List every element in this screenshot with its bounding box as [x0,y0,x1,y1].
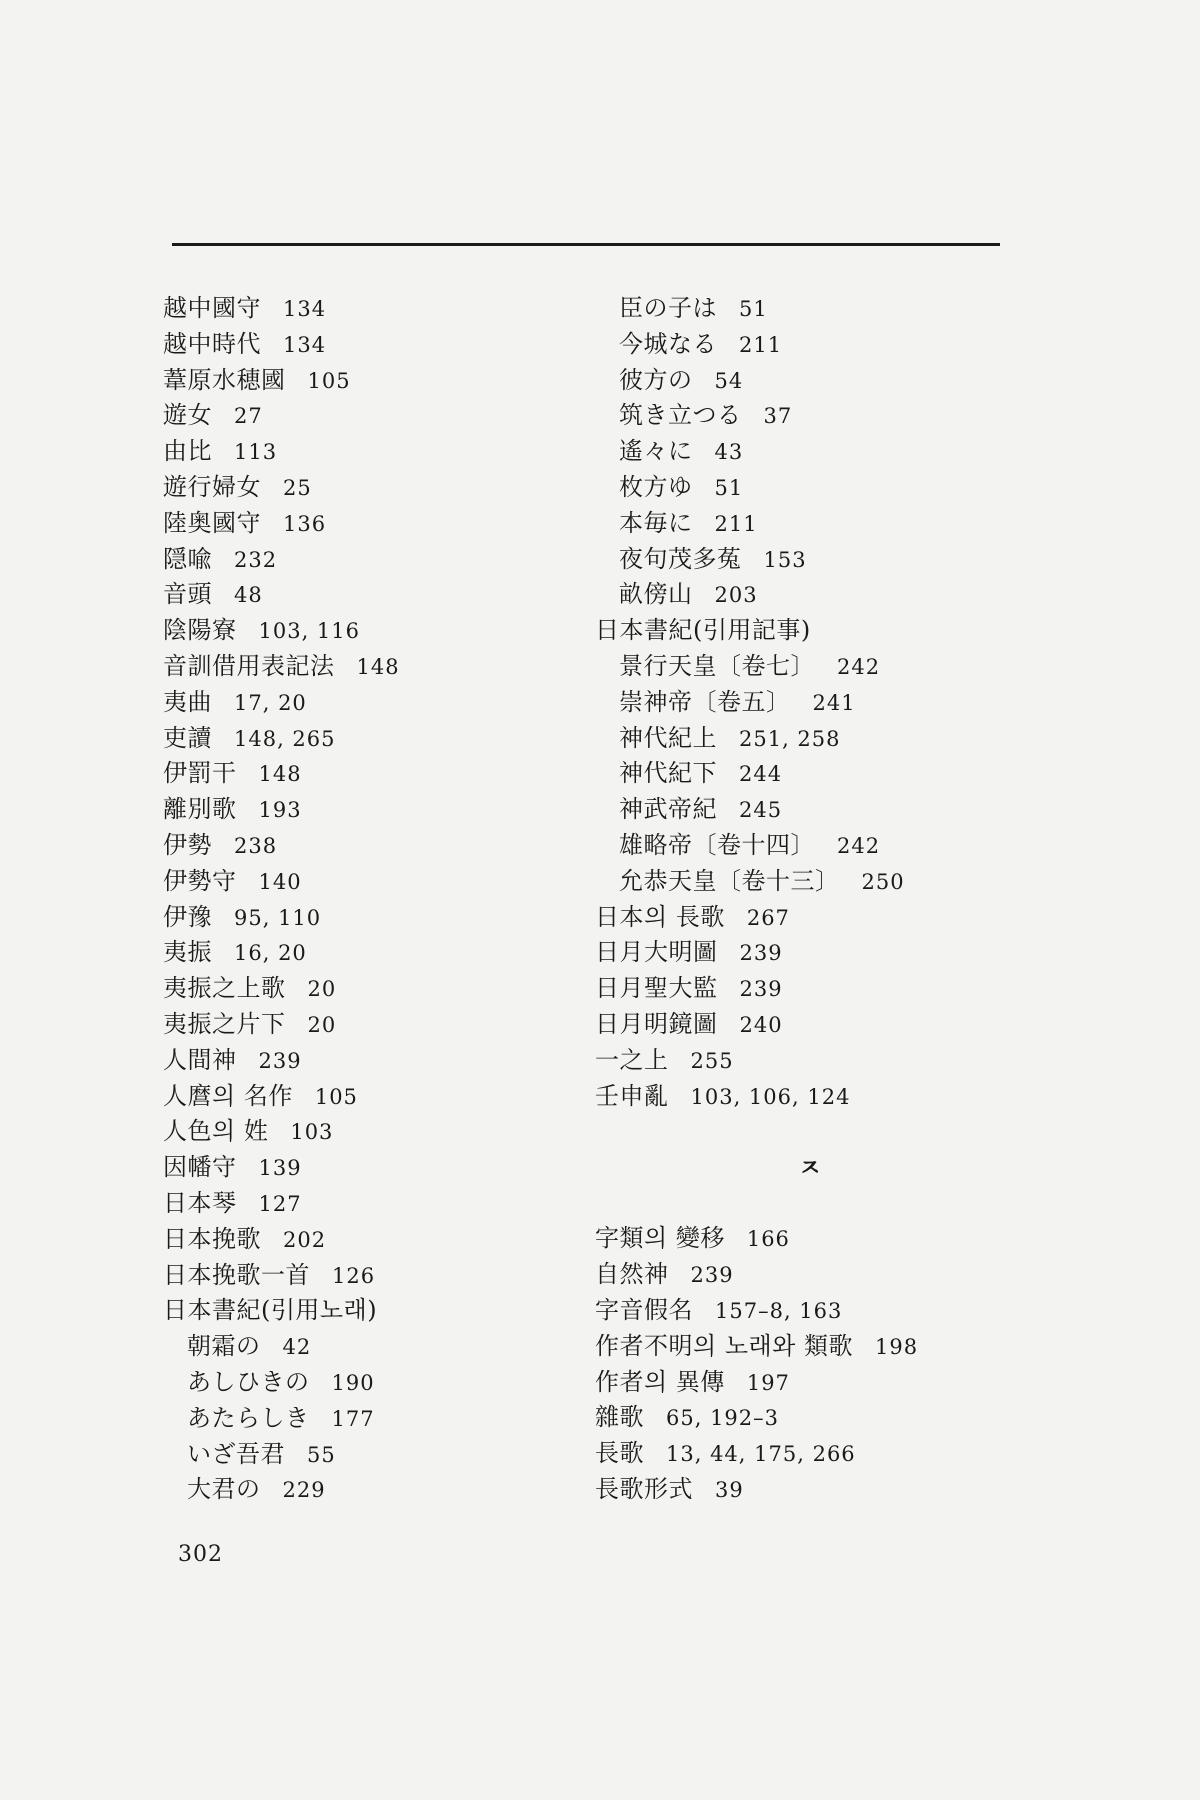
index-entry [595,685,1045,721]
index-entry [163,291,613,327]
index-term: 畝傍山 [619,580,693,609]
index-entry [163,613,613,649]
index-entry [163,327,613,363]
index-term: 日本挽歌一首 [163,1260,310,1289]
index-entry [163,363,613,399]
index-page-refs: 103 [290,1120,334,1145]
index-entry [595,1365,1045,1401]
index-entry [163,1079,613,1115]
index-entry [163,935,613,971]
index-entry [163,434,613,470]
index-entry [163,721,613,757]
index-page-refs: 255 [690,1048,734,1073]
index-term: 神代紀下 [619,759,717,788]
index-entry [595,327,1045,363]
index-page-refs: 242 [837,654,881,679]
index-page-refs: 20 [307,977,337,1002]
index-entry [163,685,613,721]
index-term: 今城なる [619,329,717,358]
index-term: 陸奥國守 [163,508,261,537]
index-entry [163,900,613,936]
index-page-refs: 27 [234,404,263,429]
index-term: 作者不明의 노래와 類歌 [595,1331,853,1360]
index-entry [163,1401,613,1437]
index-entry [163,649,613,685]
index-entry [595,1472,1045,1508]
index-term: 夷曲 [163,687,212,716]
index-term: 吏讀 [163,723,212,752]
index-page-refs: 105 [307,368,351,393]
index-term: 夷振之片下 [163,1009,286,1038]
index-page-refs: 241 [812,690,856,715]
index-entry [595,291,1045,327]
index-term: 日本挽歌 [163,1224,261,1253]
index-term: 遊女 [163,401,212,430]
index-term: 越中國守 [163,294,261,322]
index-column-left [163,291,613,1508]
index-entry [595,935,1045,971]
index-entry [595,1221,1045,1257]
index-term: 筑き立つる [619,401,742,430]
index-entry [595,1293,1045,1329]
index-page-refs: 42 [282,1335,312,1360]
index-page-refs: 267 [746,905,790,930]
index-entry [595,363,1045,399]
index-page-refs: 242 [837,833,881,858]
index-page-refs: 127 [258,1191,302,1216]
index-page-refs: 202 [283,1227,327,1252]
index-entry [595,470,1045,506]
index-page-refs: 157–8, 163 [715,1298,843,1323]
index-entry [595,542,1045,578]
index-term: 自然神 [595,1260,669,1289]
index-page-refs: 136 [283,511,327,536]
index-term: 日本書紀(引用記事) [595,616,811,645]
index-entry [163,1258,613,1294]
index-term: 人色의 姓 [163,1117,269,1146]
index-entry [163,971,613,1007]
index-term: 葦原水穂國 [163,365,286,394]
index-entry [595,398,1045,434]
index-page-refs: 37 [763,404,793,429]
index-entry [163,470,613,506]
index-entry [595,971,1045,1007]
index-page-refs: 153 [763,547,807,572]
index-entry [595,792,1045,828]
index-term: 夷振 [163,938,212,967]
index-entry [595,613,1045,649]
index-page-refs: 55 [307,1442,336,1467]
index-entry [595,1079,1045,1115]
index-page-refs: 105 [314,1084,358,1109]
index-term: 大君の [187,1475,261,1504]
page-number: 302 [178,1542,223,1567]
index-page-refs: 239 [258,1048,302,1073]
index-entry [163,1222,613,1258]
index-list-right-lower [595,1221,1045,1507]
index-entry [163,828,613,864]
index-term: 人麿의 名作 [163,1081,293,1110]
index-term: あたらしき [187,1403,310,1432]
index-term: 神代紀上 [619,723,717,752]
index-entry [595,721,1045,757]
index-term: 日本의 長歌 [595,902,725,931]
section-heading: ㅈ [798,1153,822,1183]
index-term: 因幡守 [163,1153,237,1182]
index-page-refs: 25 [283,475,312,500]
index-page-refs: 250 [861,869,905,894]
index-term: 雄略帝〔卷十四〕 [619,830,815,859]
index-term: 日本書紀(引用노래) [163,1296,378,1325]
index-page-refs: 239 [739,941,783,966]
index-page-refs: 17, 20 [234,690,307,715]
index-term: いざ吾君 [187,1439,285,1468]
index-term: 彼方の [619,365,693,394]
index-page-refs: 103, 106, 124 [690,1084,851,1109]
index-page-refs: 20 [307,1012,337,1037]
index-term: 遙々に [619,437,693,466]
index-term: 音頭 [163,580,212,609]
index-term: 景行天皇〔卷七〕 [619,651,815,680]
index-term: 壬申亂 [595,1081,669,1110]
index-term: 本毎に [619,508,693,537]
index-page-refs: 139 [258,1156,302,1181]
index-page-refs: 43 [714,440,744,465]
index-page-refs: 245 [739,798,783,823]
index-list-right-upper [595,291,1045,1114]
index-page-refs: 232 [234,547,278,572]
index-page-refs: 126 [332,1263,376,1288]
index-page-refs: 211 [714,511,758,536]
index-term: 臣の子は [619,294,717,322]
index-page-refs: 54 [714,368,744,393]
index-page-refs: 134 [283,332,327,357]
index-term: 日月聖大監 [595,974,718,1003]
index-term: 字音假名 [595,1295,693,1324]
index-entry [163,1472,613,1508]
index-entry [163,1437,613,1473]
index-page-refs: 244 [739,762,783,787]
index-term: 夷振之上歌 [163,974,286,1003]
index-entry [163,1329,613,1365]
index-term: あしひきの [187,1367,310,1396]
index-entry [163,1150,613,1186]
index-term: 允恭天皇〔卷十三〕 [619,866,840,895]
index-page-refs: 198 [875,1334,919,1359]
index-term: 一之上 [595,1045,669,1074]
index-term: 枚方ゆ [619,472,693,501]
index-term: 崇神帝〔卷五〕 [619,687,791,716]
index-entry [163,1293,613,1329]
index-page-refs: 238 [234,833,278,858]
index-entry [595,577,1045,613]
index-entry [595,434,1045,470]
index-page-refs: 95, 110 [234,905,322,930]
index-page-refs: 51 [739,297,768,321]
index-term: 字類의 變移 [595,1224,725,1253]
index-term: 長歌 [595,1439,644,1468]
index-page-refs: 229 [282,1478,326,1503]
index-page-refs: 197 [746,1370,790,1395]
index-entry [595,649,1045,685]
index-page-refs: 134 [283,297,327,321]
index-page-refs: 240 [739,1012,783,1037]
index-page-refs: 193 [258,798,302,823]
index-entry [163,792,613,828]
index-entry [163,1043,613,1079]
index-term: 隠喩 [163,544,212,573]
index-entry [595,506,1045,542]
index-term: 雜歌 [595,1403,644,1432]
index-page-refs: 177 [331,1406,375,1431]
index-entry [595,756,1045,792]
index-entry [163,542,613,578]
index-term: 日月明鏡圖 [595,1009,718,1038]
index-term: 朝霜の [187,1332,261,1361]
index-entry [595,1007,1045,1043]
index-entry [595,1257,1045,1293]
index-page-refs: 48 [234,583,263,608]
index-entry [595,864,1045,900]
index-entry [163,756,613,792]
index-page-refs: 39 [715,1477,744,1502]
index-term: 越中時代 [163,329,261,358]
index-page-refs: 103, 116 [258,619,361,644]
index-entry [163,1365,613,1401]
index-column-right [595,291,1045,1508]
index-page-refs: 140 [258,869,302,894]
index-page-refs: 13, 44, 175, 266 [666,1442,856,1467]
index-page-refs: 166 [746,1227,790,1252]
index-entry [163,864,613,900]
index-entry [163,577,613,613]
index-entry [163,506,613,542]
index-term: 日月大明圖 [595,938,718,967]
index-entry [595,900,1045,936]
index-term: 伊罰干 [163,759,237,788]
index-page-refs: 113 [234,440,278,465]
index-entry [595,828,1045,864]
index-term: 伊勢 [163,830,212,859]
index-entry [163,1007,613,1043]
index-term: 夜句茂多菟 [619,544,742,573]
index-page-refs: 239 [739,977,783,1002]
index-page-refs: 239 [690,1263,734,1288]
index-page-refs: 203 [714,583,758,608]
index-term: 音訓借用表記法 [163,651,335,680]
index-term: 由比 [163,437,212,466]
index-page-refs: 148 [258,762,302,787]
index-page-refs: 16, 20 [234,941,307,966]
index-entry [163,1186,613,1222]
index-entry [163,398,613,434]
index-page-refs: 211 [739,332,783,357]
index-page-refs: 148 [356,654,400,679]
index-term: 伊豫 [163,902,212,931]
index-term: 離別歌 [163,795,237,824]
index-term: 人間神 [163,1045,237,1074]
index-page-refs: 251, 258 [739,726,841,751]
index-term: 神武帝紀 [619,795,717,824]
index-entry [595,1400,1045,1436]
index-term: 長歌形式 [595,1474,693,1503]
index-term: 作者의 異傳 [595,1367,725,1396]
index-page-refs: 190 [331,1370,375,1395]
index-page-refs: 65, 192–3 [666,1406,780,1431]
top-rule [172,243,1000,246]
index-page-refs: 51 [714,475,744,500]
index-term: 伊勢守 [163,866,237,895]
index-entry [595,1043,1045,1079]
index-entry [595,1329,1045,1365]
index-page-refs: 148, 265 [234,726,336,751]
index-term: 日本琴 [163,1188,237,1217]
index-term: 遊行婦女 [163,472,261,501]
index-term: 陰陽寮 [163,616,237,645]
index-entry [595,1436,1045,1472]
index-entry [163,1114,613,1150]
